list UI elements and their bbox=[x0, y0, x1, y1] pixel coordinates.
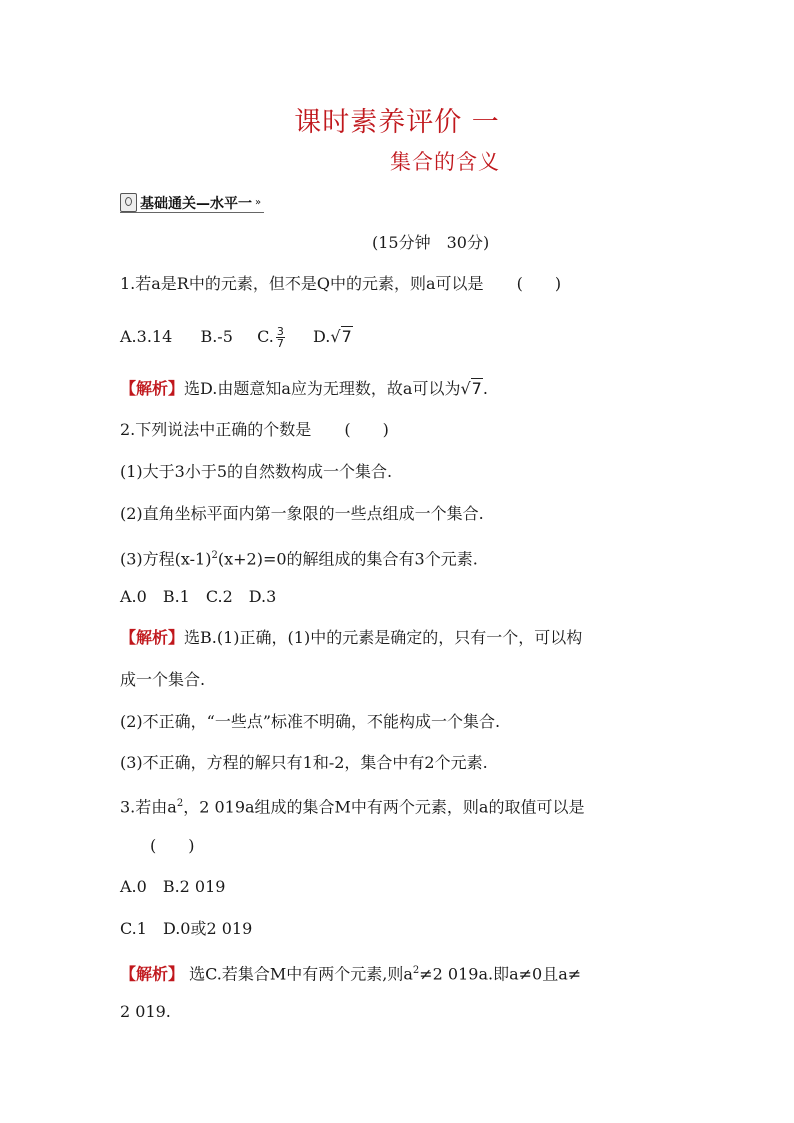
lightbulb-icon bbox=[120, 193, 137, 212]
question-3-options-row1: A.0 B.2 019 bbox=[120, 877, 226, 896]
option-a: A.3.14 bbox=[120, 327, 173, 346]
question-3-solution: 【解析】 选C.若集合M中有两个元素,则$a^2\ne 2$ 019a.即a≠0且a≠ bbox=[120, 964, 582, 984]
answer-blank: ( ) bbox=[150, 836, 195, 855]
time-note: (15分钟 30分) bbox=[372, 233, 490, 252]
option-d: D.√7 bbox=[313, 327, 352, 346]
question-2-solution-line2: 成一个集合. bbox=[120, 670, 206, 689]
solution-text: 选D.由题意知a应为无理数，故a可以为 bbox=[184, 379, 461, 398]
question-3-stem: 3.若由$a^2$，2 019a组成的集合M中有两个元素，则a的取值可以是 bbox=[120, 797, 585, 817]
page-title: 课时素养评价 一 bbox=[294, 107, 500, 138]
question-1-stem bbox=[120, 274, 561, 294]
question-2-solution: 【解析】选B.(1)正确，(1)中的元素是确定的，只有一个，可以构 bbox=[120, 628, 583, 647]
statement-1: (1)大于3小于5的自然数构成一个集合. bbox=[120, 462, 393, 481]
page-subtitle: 集合的含义 bbox=[390, 150, 500, 174]
question-3-options-row2: C.1 D.0或2 019 bbox=[120, 919, 253, 938]
option-c: C. $\frac{3}{7}$ bbox=[257, 325, 284, 350]
question-2-options: A.0 B.1 C.2 D.3 bbox=[120, 587, 277, 606]
answer-blank: ( ) bbox=[516, 274, 562, 293]
question-1-solution: 【解析】选D.由题意知a应为无理数，故a可以为√7. bbox=[120, 379, 488, 398]
question-2-solution-line3: (2)不正确，“一些点”标准不明确，不能构成一个集合. bbox=[120, 712, 501, 731]
question-2-stem bbox=[120, 420, 389, 440]
section-label: 基础通关—水平一 bbox=[140, 196, 252, 212]
section-header bbox=[120, 193, 264, 213]
chevron-right-icon: » bbox=[255, 197, 262, 208]
solution-tag: 【解析】 bbox=[120, 379, 185, 398]
statement-3: (3)方程$(x-1)^2(x+2)=0$的解组成的集合有3个元素. bbox=[120, 549, 478, 569]
question-3-solution-line2: 2 019. bbox=[120, 1002, 171, 1021]
answer-blank: ( ) bbox=[344, 420, 389, 439]
question-2-text: 2.下列说法中正确的个数是 bbox=[120, 420, 312, 439]
statement-2: (2)直角坐标平面内第一象限的一些点组成一个集合. bbox=[120, 504, 484, 523]
solution-tag: 【解析】 bbox=[120, 964, 185, 984]
question-1-text: 1.若a是R中的元素，但不是Q中的元素，则a可以是 bbox=[120, 274, 484, 293]
question-1-options bbox=[120, 326, 353, 349]
option-b: B.-5 bbox=[200, 327, 233, 346]
solution-tag: 【解析】 bbox=[120, 628, 185, 647]
question-2-solution-line4: (3)不正确，方程的解只有1和-2，集合中有2个元素. bbox=[120, 753, 488, 772]
